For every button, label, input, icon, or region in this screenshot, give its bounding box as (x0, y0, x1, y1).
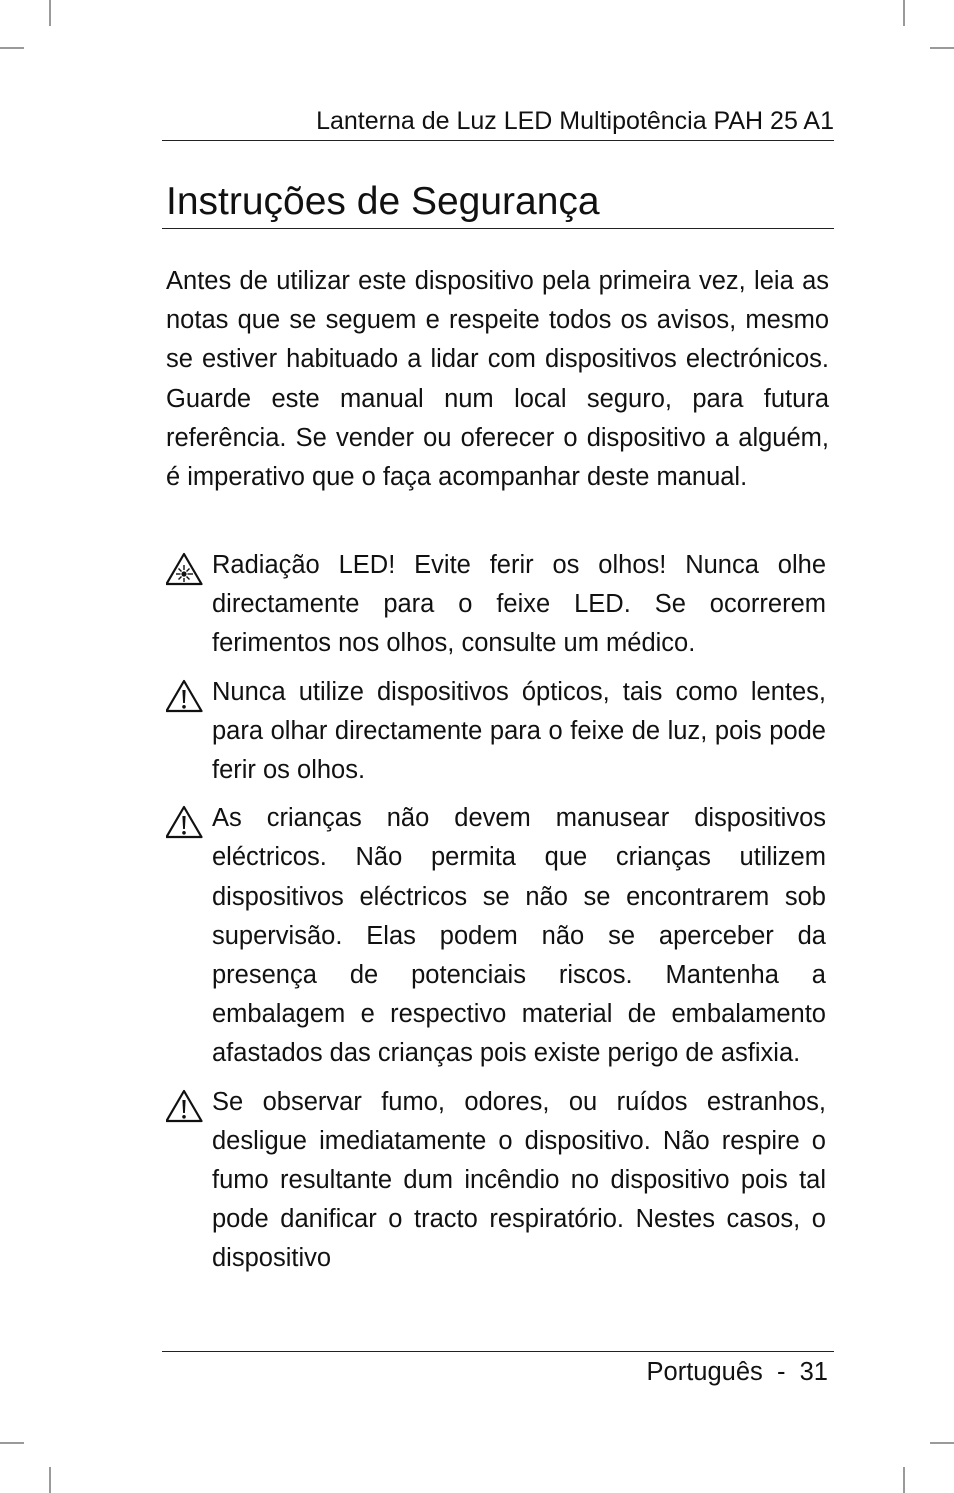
warning-item (166, 799, 826, 1073)
exclamation-warning-icon (166, 805, 203, 839)
footer-separator: - (776, 1358, 786, 1386)
title-rule (162, 228, 834, 229)
header-rule (162, 140, 834, 141)
warning-text: As crianças não devem manusear dispositivos eléctricos. Não permita que crianças utilizem dispositivos eléctricos se não se encontrarem sob supervisão. Elas podem não se aperceber da presença de potenciais riscos. Mantenha a embalagem e respectivo material de embalamento afastados das crianças pois existe perigo de asfixia. (212, 804, 826, 1068)
warning-text: Radiação LED! Evite ferir os olhos! Nunca olhe directamente para o feixe LED. Se ocorrerem ferimentos nos olhos, consulte um médico. (212, 551, 826, 658)
intro-paragraph: Antes de utilizar este dispositivo pela primeira vez, leia as notas que se seguem e respeite todos os avisos, mesmo se estiver habituado a lidar com dispositivos electrónicos. Guarde este manual num local seguro, para futura referência. Se vender ou oferecer o dispositivo a alguém, é imperativo que o faça acompanhar deste manual. (166, 267, 829, 492)
exclamation-warning-icon (166, 679, 203, 713)
footer-language: Português (646, 1358, 763, 1386)
laser-warning-icon (166, 552, 203, 586)
warning-item (166, 1083, 826, 1279)
exclamation-warning-icon (166, 1089, 203, 1123)
crop-mark-top-left (49, 0, 51, 26)
section-title: Instruções de Segurança (166, 180, 600, 223)
warning-item (166, 546, 826, 664)
page-footer (162, 1355, 828, 1389)
crop-mark-bottom-right (903, 1467, 905, 1493)
crop-mark-bottom-left (49, 1467, 51, 1493)
page-number: 31 (799, 1358, 828, 1386)
crop-mark-top-right (903, 0, 905, 26)
warning-text: Se observar fumo, odores, ou ruídos estranhos, desligue imediatamente o dispositivo. Não respire o fumo resultante dum incêndio no dispositivo pois tal pode danificar o tracto respiratório. Nestes casos, o dispositivo (212, 1087, 826, 1273)
crop-mark-top-left (0, 47, 24, 49)
warnings-area (166, 546, 826, 1339)
warnings-list (166, 546, 826, 1288)
warning-text: Nunca utilize dispositivos ópticos, tais como lentes, para olhar directamente para o feixe de luz, pois pode ferir os olhos. (212, 677, 826, 785)
crop-mark-bottom-left (0, 1442, 24, 1444)
crop-mark-bottom-right (930, 1442, 954, 1444)
running-header: Lanterna de Luz LED Multipotência PAH 25 A1 (316, 107, 834, 135)
footer-rule (162, 1351, 834, 1352)
warning-item (166, 673, 826, 791)
crop-mark-top-right (930, 47, 954, 49)
